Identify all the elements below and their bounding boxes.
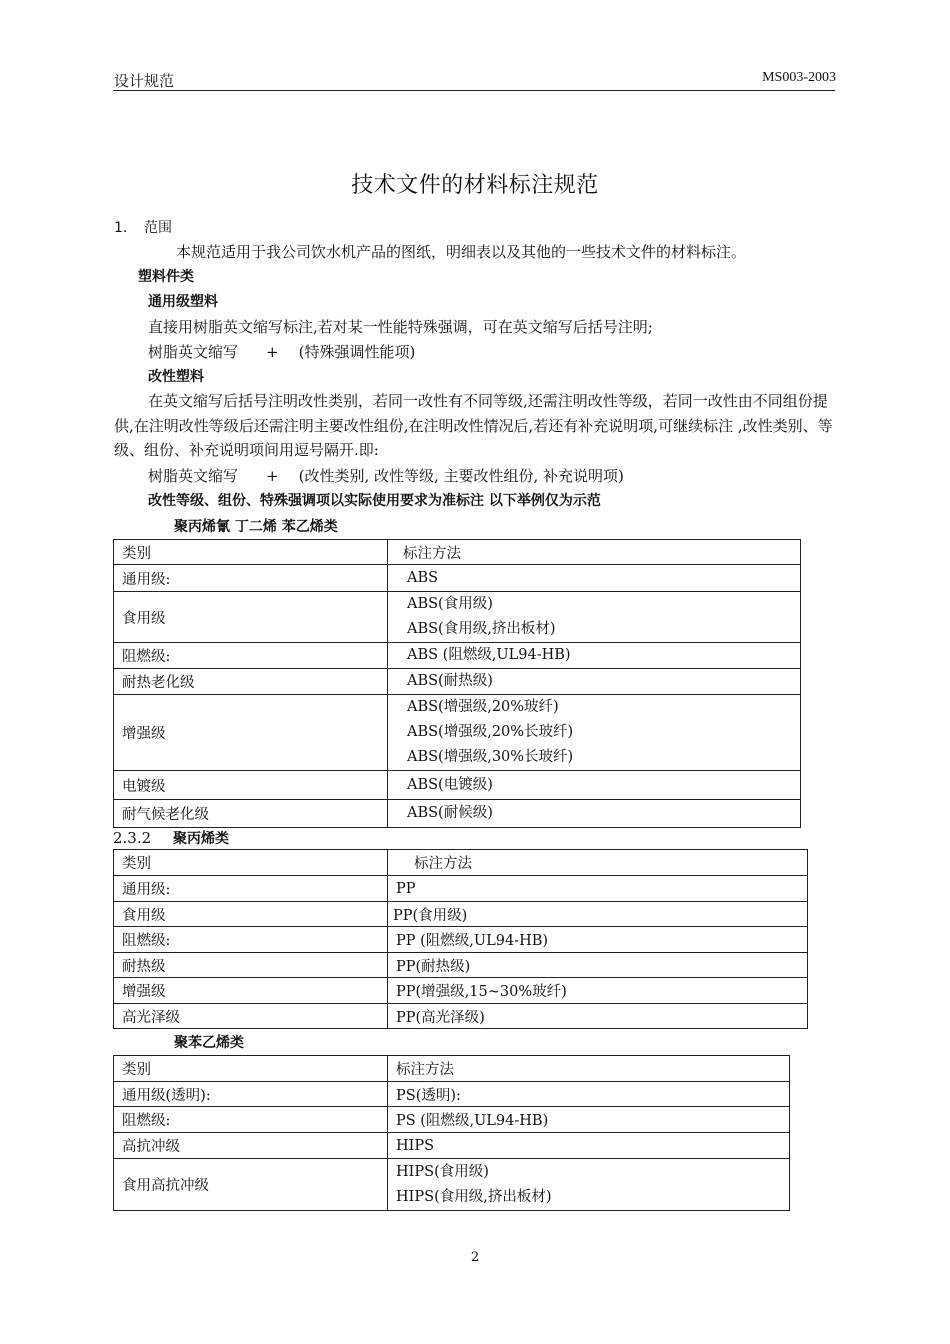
- row-category: 阻燃级:: [114, 643, 388, 669]
- row-category: 通用级:: [114, 565, 388, 592]
- row-value: ABS(耐候级): [407, 805, 493, 821]
- table-row: [114, 978, 808, 1004]
- row-value: ABS(增强级,20%长玻纤): [407, 724, 574, 740]
- row-value: PS (阻燃级,UL94-HB): [388, 1107, 790, 1133]
- table-header-category: 类别: [114, 540, 388, 565]
- modified-formula: [148, 466, 624, 486]
- modified-formula-resin: 树脂英文缩写: [148, 467, 239, 485]
- header-rule: [113, 90, 835, 91]
- modified-plastics-text: 在英文缩写后括号注明改性类别，若同一改性有不同等级,还需注明改性等级，若同一改性由不同组份提供,在注明改性等级后还需注明主要改性组份,在注明改性情况后,若还有补充说明项,可继续标注 ,改性类别、等级、组份、补充说明项间用逗号隔开.即:: [114, 392, 833, 459]
- row-category: 高光泽级: [114, 1004, 388, 1029]
- row-value: HIPS: [388, 1133, 790, 1159]
- row-value: ABS (阻燃级,UL94-HB): [407, 647, 571, 663]
- general-formula-property: (特殊强调性能项): [298, 343, 416, 361]
- table-row: [114, 927, 808, 953]
- row-category: 阻燃级:: [114, 1107, 388, 1133]
- row-category: 通用级:: [114, 876, 388, 902]
- row-value: PP(食用级): [388, 902, 808, 927]
- row-category: 通用级(透明):: [114, 1082, 388, 1107]
- pp-table-caption: [113, 828, 229, 849]
- row-value: PS(透明):: [388, 1082, 790, 1107]
- scope-text: 本规范适用于我公司饮水机产品的图纸，明细表以及其他的一些技术文件的材料标注。: [176, 243, 747, 261]
- ps-table: [113, 1055, 790, 1211]
- table-row: [114, 1159, 790, 1211]
- row-value: PP (阻燃级,UL94-HB): [388, 927, 808, 953]
- table-header-method: 标注方法: [388, 540, 801, 565]
- row-category: 阻燃级:: [114, 927, 388, 953]
- modified-note: 改性等级、组份、特殊强调项以实际使用要求为准标注 以下举例仅为示范: [148, 493, 601, 509]
- row-value: ABS(增强级,30%长玻纤): [407, 749, 574, 765]
- general-formula-plus: +: [266, 343, 279, 361]
- page-title: 技术文件的材料标注规范: [351, 173, 599, 198]
- row-value: ABS: [407, 569, 439, 586]
- row-category: 食用级: [114, 592, 388, 643]
- table-row: [114, 800, 801, 828]
- table-header-category: 类别: [114, 850, 388, 876]
- plastics-heading: 塑料件类: [138, 269, 194, 285]
- table-header-row: [114, 850, 808, 876]
- row-category: 食用级: [114, 902, 388, 927]
- row-value: ABS(食用级): [407, 596, 493, 612]
- row-category: 耐热老化级: [114, 669, 388, 695]
- section-1-number: 1.: [114, 220, 128, 236]
- pp-section-title: 聚丙烯类: [173, 831, 229, 847]
- row-method: [388, 643, 801, 669]
- row-category: 增强级: [114, 695, 388, 771]
- row-value: ABS(耐热级): [407, 673, 493, 689]
- row-value: PP(耐热级): [388, 953, 808, 978]
- row-category: 食用高抗冲级: [114, 1159, 388, 1211]
- ps-table-caption: 聚苯乙烯类: [174, 1035, 244, 1051]
- row-category: 耐气候老化级: [114, 800, 388, 828]
- row-value: HIPS(食用级): [396, 1163, 489, 1180]
- row-method: [388, 592, 801, 643]
- table-row: [114, 1107, 790, 1133]
- row-category: 耐热级: [114, 953, 388, 978]
- row-value: ABS(增强级,20%玻纤): [407, 699, 559, 715]
- general-plastics-heading: 通用级塑料: [148, 294, 218, 310]
- row-method: [388, 565, 801, 592]
- row-value: HIPS(食用级,挤出板材): [396, 1188, 552, 1205]
- table-row: [114, 669, 801, 695]
- row-method: [388, 669, 801, 695]
- table-row: [114, 953, 808, 978]
- abs-table: [113, 539, 801, 828]
- row-value: ABS(电镀级): [407, 776, 493, 793]
- table-header-method: 标注方法: [388, 1056, 790, 1082]
- section-1-heading: [114, 218, 172, 238]
- general-formula: [148, 342, 415, 362]
- table-row: [114, 1133, 790, 1159]
- pp-table: [113, 849, 808, 1029]
- table-row: [114, 771, 801, 800]
- section-1-title: 范围: [144, 220, 172, 236]
- table-row: [114, 1004, 808, 1029]
- general-formula-resin: 树脂英文缩写: [148, 343, 239, 361]
- row-method: [388, 1159, 790, 1211]
- row-category: 高抗冲级: [114, 1133, 388, 1159]
- row-method: [388, 771, 801, 800]
- table-row: [114, 565, 801, 592]
- row-value: PP: [388, 876, 808, 902]
- row-method: [388, 695, 801, 771]
- table-row: [114, 592, 801, 643]
- row-value: PP(增强级,15~30%玻纤): [388, 978, 808, 1004]
- table-header-row: [114, 1056, 790, 1082]
- general-plastics-text: 直接用树脂英文缩写标注,若对某一性能特殊强调，可在英文缩写后括号注明;: [148, 318, 653, 336]
- row-value: PP(高光泽级): [388, 1004, 808, 1029]
- table-row: [114, 1082, 790, 1107]
- abs-table-caption: 聚丙烯氰 丁二烯 苯乙烯类: [174, 519, 338, 535]
- modified-formula-items: (改性类别, 改性等级, 主要改性组份, 补充说明项): [298, 467, 624, 485]
- row-category: 增强级: [114, 978, 388, 1004]
- modified-plastics-heading: 改性塑料: [148, 369, 204, 385]
- table-row: [114, 643, 801, 669]
- page-number: 2: [470, 1250, 480, 1265]
- row-value: ABS(食用级,挤出板材): [407, 621, 556, 637]
- header-doc-code: MS003-2003: [762, 70, 836, 85]
- pp-section-number: 2.3.2: [113, 829, 152, 847]
- table-header-category: 类别: [114, 1056, 388, 1082]
- row-method: [388, 800, 801, 828]
- table-header-row: [114, 540, 801, 565]
- row-category: 电镀级: [114, 771, 388, 800]
- modified-formula-plus: +: [266, 467, 279, 485]
- header-left-title: 设计规范: [114, 72, 175, 90]
- table-row: [114, 902, 808, 927]
- table-header-method: 标注方法: [388, 850, 808, 876]
- table-row: [114, 876, 808, 902]
- table-row: [114, 695, 801, 771]
